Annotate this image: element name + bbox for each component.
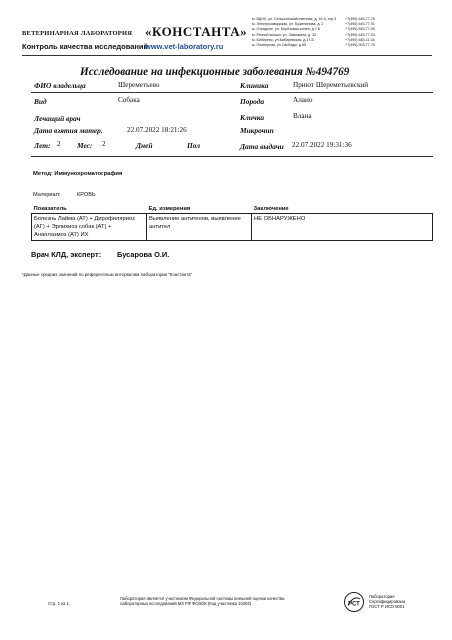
sample-date-label: Дата взятия матер. [34, 126, 103, 135]
microchip-label: Микрочип [240, 126, 274, 135]
clinic-value: Приют Шереметьевский [293, 81, 369, 89]
table-row [32, 214, 433, 241]
conclusion-cell: НЕ ОБНАРУЖЕНО [252, 214, 433, 241]
cert-line: Лаборатория [369, 594, 395, 599]
owner-value: Шереметьево [118, 81, 160, 89]
table-header-row [32, 205, 433, 214]
footnote: *Данные средних значений по референтным интервалам лаборатории "Константа" [22, 272, 193, 277]
cert-line: ГОСТ Р ИСО 9001 [369, 604, 405, 610]
column-header: Ед. измерения [147, 205, 252, 214]
breed-value: Алано [293, 96, 313, 104]
lab-line: ВЕТЕРИНАРНАЯ ЛАБОРАТОРИЯ [22, 30, 133, 37]
address-item: м. ВДНХ, ул. Сельскохозяйственная, д. 16 А, стр.3 [252, 17, 337, 21]
vet-label: Лечащий врач [34, 114, 81, 123]
days-label: Дней [136, 141, 153, 150]
address-item: м. Речной вокзал, ул. Лавочкина, д. 32 [252, 32, 317, 37]
website-link[interactable]: www.vet-laboratory.ru [145, 42, 224, 51]
issue-date-value: 22.07.2022 19:31:36 [292, 141, 352, 149]
material-value: КРОВЬ [77, 192, 96, 198]
species-value: Собака [118, 96, 140, 104]
page-number: Стр. 1 из 1 [48, 601, 69, 606]
phone-list [345, 17, 375, 48]
material-label: Материал: [33, 192, 61, 198]
brand-name: «КОНСТАНТА» [145, 24, 248, 39]
age-years-value: 2 [57, 140, 61, 148]
species-label: Вид [34, 97, 47, 106]
address-item: м. Планерная, ул.Свободы, д.65 [252, 43, 307, 48]
phone-item: +7(495) 645-11-34 [345, 37, 375, 42]
phone-item: +7(495) 645-77-76 [345, 17, 375, 21]
indicator-cell: Болезнь Лайма (АТ) + Дирофиляриоз (АГ) + Эрлихиоз собак (АТ) + Анаплазмоз (АТ) ИХ [32, 214, 147, 241]
address-item: м. Бибирево, ул.Бибиревская, д.17-Б [252, 37, 314, 42]
fsvok-line: лабораторных исследований МЗ РФ ФСВОК (Код участника 10292) [120, 601, 252, 607]
certification-logo-text: РСТ [348, 601, 360, 608]
issue-date-label: Дата выдачи [240, 142, 284, 151]
quality-control-line: Контроль качества исследований [22, 42, 149, 51]
address-item: м. Электрозаводская, ул. Буженинова, д. 2 [252, 22, 324, 27]
address-list [252, 17, 336, 48]
report-title: Исследование на инфекционные заболевания №494769 [80, 66, 350, 78]
age-months-label: Мес: [77, 141, 93, 150]
age-years-label: Лет: [34, 141, 51, 150]
doctor-name: Бусарова О.И. [117, 250, 170, 259]
fsvok-statement [120, 596, 285, 607]
phone-item: +7(495) 645-77-90 [345, 27, 375, 32]
row-divider [31, 92, 433, 93]
owner-label: ФИО владельца [34, 81, 86, 90]
doctor-label: Врач КЛД, эксперт: [31, 250, 102, 259]
phone-item: +7(495) 645-77-91 [345, 22, 375, 27]
row-divider [31, 156, 433, 157]
header-divider [22, 55, 432, 56]
nickname-label: Кличка [240, 113, 265, 122]
clinic-label: Клиника [240, 81, 269, 90]
cert-line: Сертифицирована [369, 599, 406, 605]
method-label: Метод: Иммунохроматография [33, 171, 123, 177]
results-table [31, 205, 433, 241]
address-item: м. Отрадное, ул. Берёзовая аллея, д.7 Б [252, 27, 321, 32]
breed-label: Порода [240, 97, 265, 106]
column-header: Заключение [252, 205, 433, 214]
unit-cell: Выявление антигенов, выявление антител [147, 214, 252, 241]
age-months-value: 2 [102, 140, 106, 148]
certification-text [369, 594, 405, 610]
column-header: Показатель [32, 205, 147, 214]
certification-logo-icon [343, 591, 365, 613]
phone-item: +7(495) 003-77-75 [345, 43, 375, 48]
nickname-value: Влана [293, 112, 312, 120]
fsvok-line: Лаборатория является участником Федеральной системы внешней оценки качества [120, 596, 285, 601]
sample-date-value: 22.07.2022 18:21:26 [127, 126, 187, 134]
phone-item: +7(495) 645-77-93 [345, 32, 375, 37]
sex-label: Пол [187, 141, 201, 150]
